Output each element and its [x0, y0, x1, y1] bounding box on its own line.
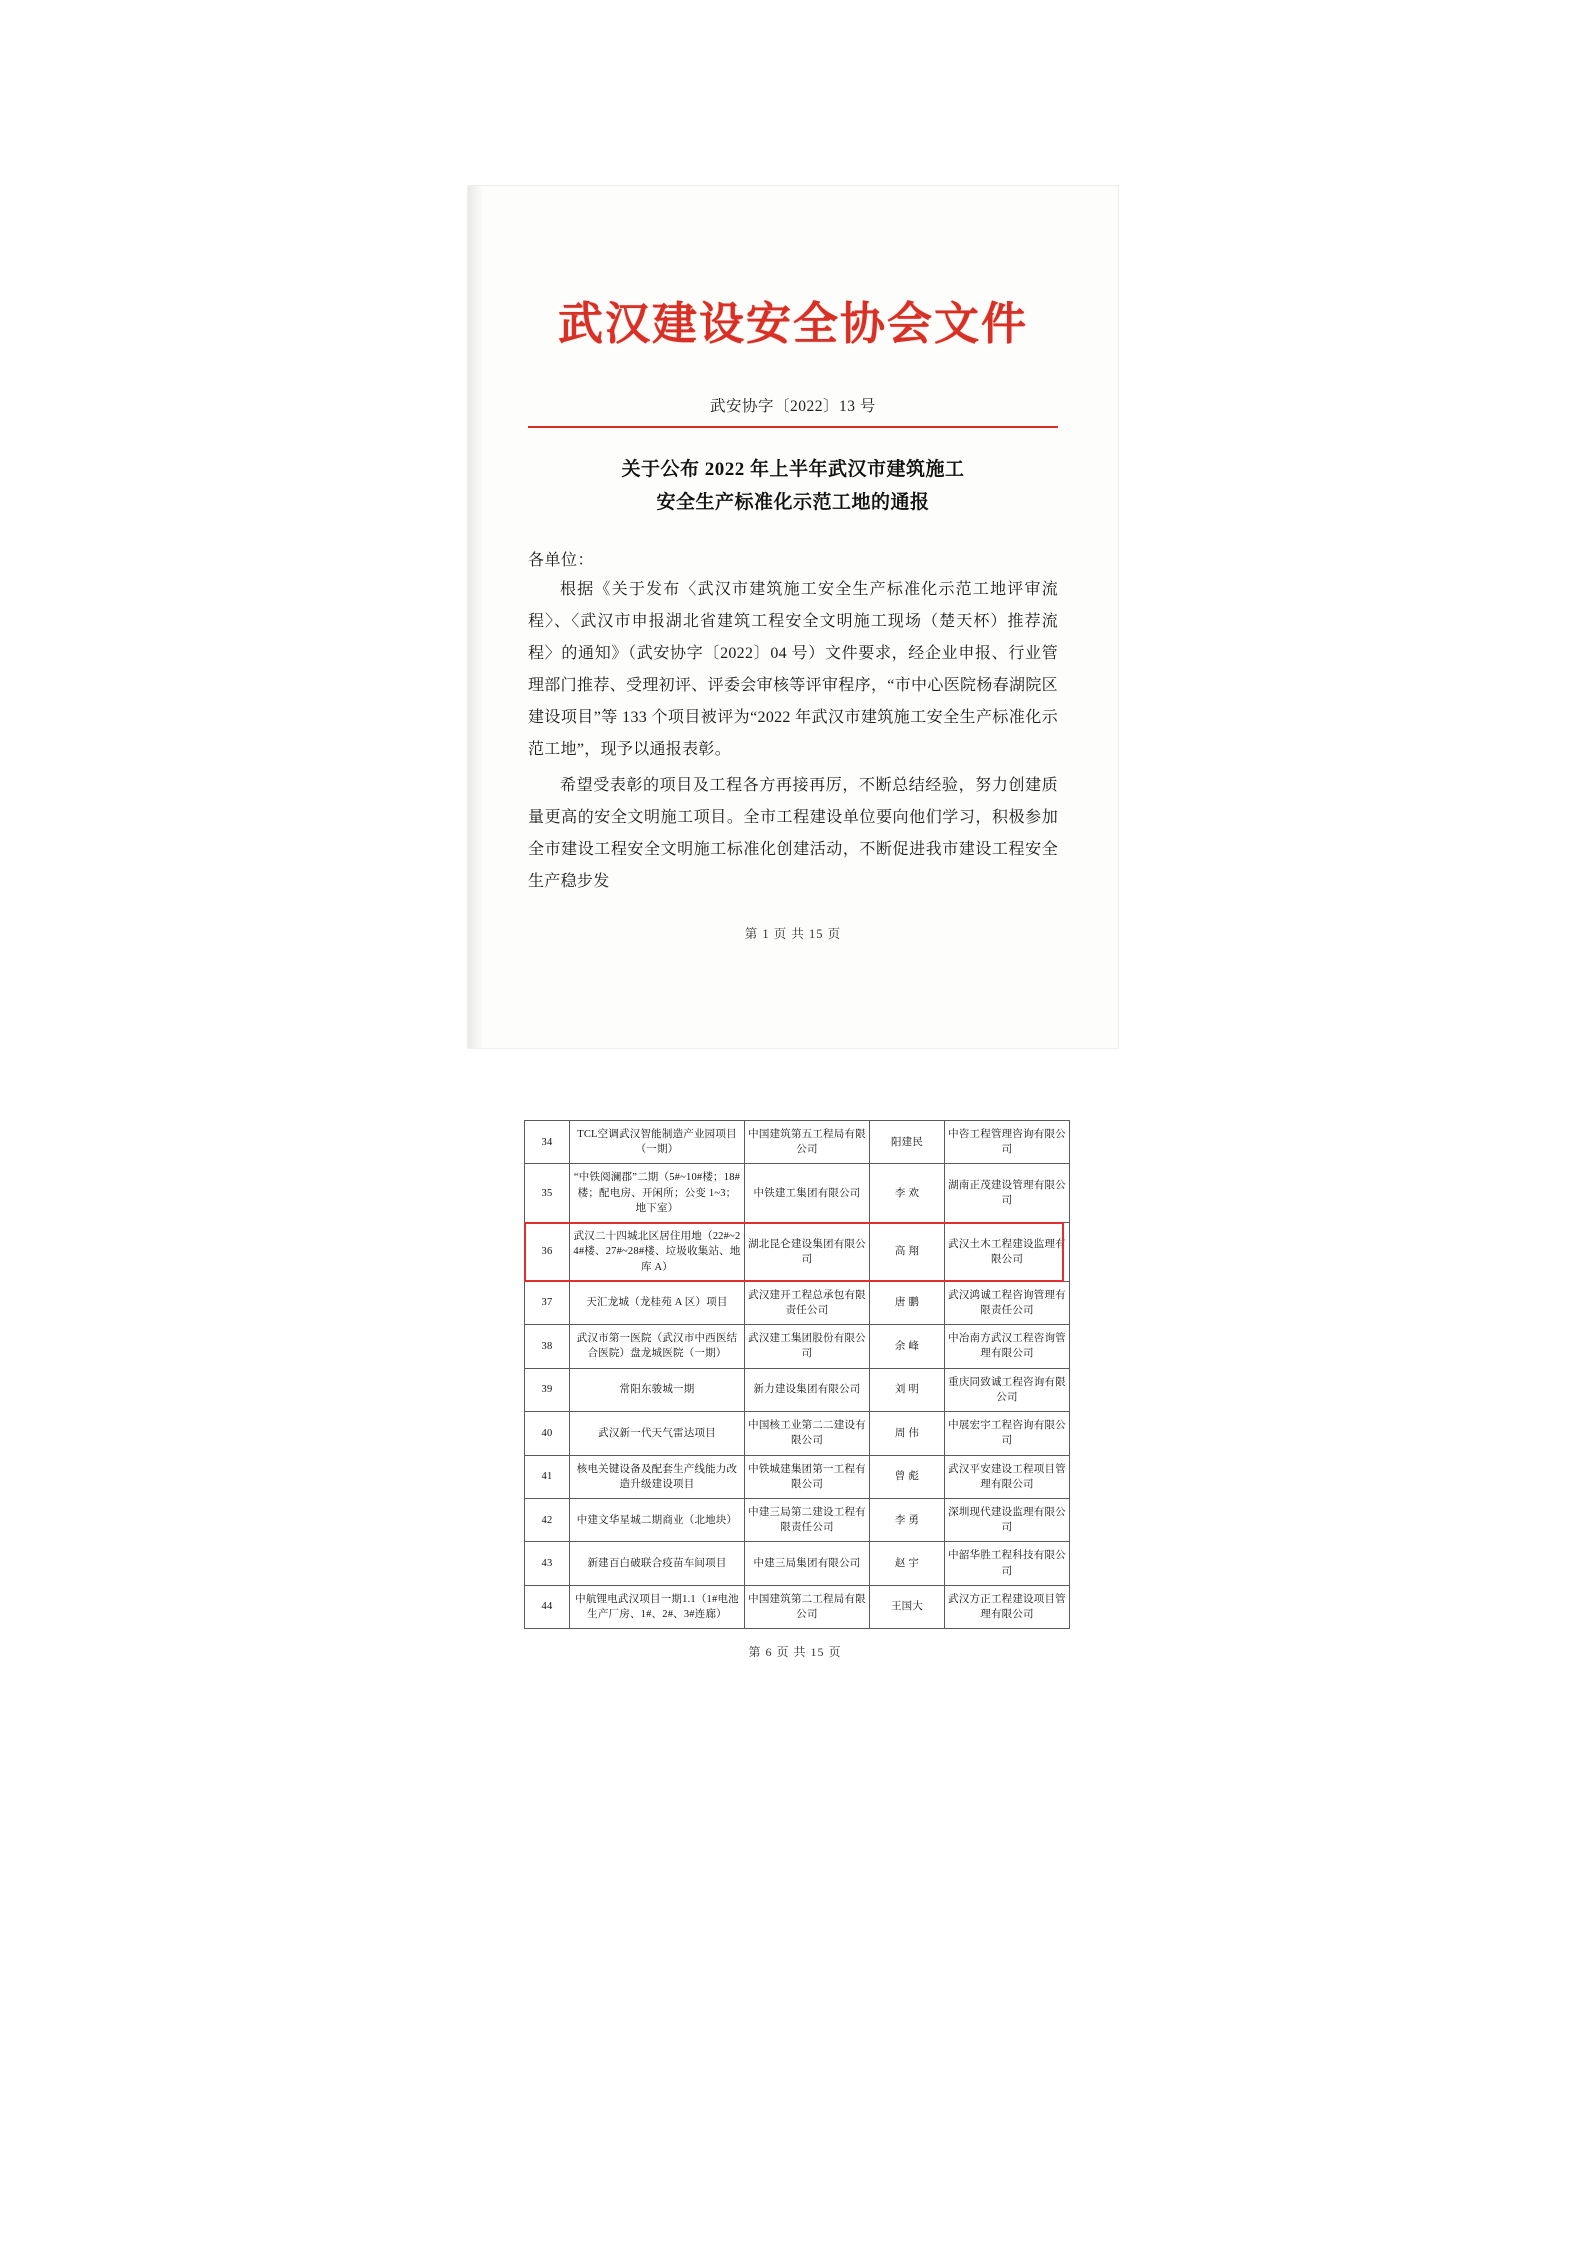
cell-project-name: TCL空调武汉智能制造产业园项目（一期） [570, 1121, 745, 1164]
cell-construction-unit: 湖北昆仑建设集团有限公司 [745, 1223, 870, 1282]
subject-line-2: 安全生产标准化示范工地的通报 [656, 491, 930, 513]
cell-project-manager: 王国大 [870, 1585, 945, 1628]
cell-index: 42 [525, 1498, 570, 1541]
cell-project-name: 武汉新一代天气雷达项目 [570, 1412, 745, 1455]
document-page-1-scan [468, 186, 1118, 1048]
cell-project-name: 武汉二十四城北区居住用地（22#~24#楼、27#~28#楼、垃圾收集站、地库 A） [570, 1223, 745, 1282]
cell-construction-unit: 新力建设集团有限公司 [745, 1368, 870, 1411]
cell-index: 39 [525, 1368, 570, 1411]
table-row [525, 1542, 1070, 1585]
table-row [525, 1281, 1070, 1324]
cell-project-name: 天汇龙城（龙桂苑 A 区）项目 [570, 1281, 745, 1324]
cell-index: 37 [525, 1281, 570, 1324]
cell-supervision-unit: 武汉土木工程建设监理有限公司 [945, 1223, 1070, 1282]
cell-project-manager: 曾 彪 [870, 1455, 945, 1498]
cell-index: 38 [525, 1325, 570, 1368]
cell-project-name: 新建百白破联合疫苗车间项目 [570, 1542, 745, 1585]
cell-supervision-unit: 中冶南方武汉工程咨询管理有限公司 [945, 1325, 1070, 1368]
cell-construction-unit: 中建三局第二建设工程有限责任公司 [745, 1498, 870, 1541]
cell-project-manager: 周 伟 [870, 1412, 945, 1455]
document-subject [528, 454, 1058, 519]
cell-project-manager: 刘 明 [870, 1368, 945, 1411]
cell-index: 40 [525, 1412, 570, 1455]
cell-index: 44 [525, 1585, 570, 1628]
cell-project-manager: 高 翔 [870, 1223, 945, 1282]
cell-construction-unit: 中国建筑第五工程局有限公司 [745, 1121, 870, 1164]
table-row [525, 1164, 1070, 1223]
cell-project-name: 常阳东骏城一期 [570, 1368, 745, 1411]
cell-supervision-unit: 中韶华胜工程科技有限公司 [945, 1542, 1070, 1585]
cell-supervision-unit: 中展宏宇工程咨询有限公司 [945, 1412, 1070, 1455]
table-body [525, 1121, 1070, 1629]
table-row [525, 1368, 1070, 1411]
cell-supervision-unit: 深圳现代建设监理有限公司 [945, 1498, 1070, 1541]
table-row [525, 1121, 1070, 1164]
page-1-footer: 第 1 页 共 15 页 [744, 926, 842, 941]
cell-project-name: 中航锂电武汉项目一期1.1（1#电池生产厂房、1#、2#、3#连廊） [570, 1585, 745, 1628]
cell-supervision-unit: 湖南正茂建设管理有限公司 [945, 1164, 1070, 1223]
cell-project-manager: 唐 鹏 [870, 1281, 945, 1324]
project-list-table [524, 1120, 1070, 1629]
salutation: 各单位： [528, 551, 595, 569]
paragraph-2: 希望受表彰的项目及工程各方再接再厉，不断总结经验，努力创建质量更高的安全文明施工项目。全市工程建设单位要向他们学习，积极参加全市建设工程安全文明施工标准化创建活动，不断促进我市建设工程安全生产稳步发 [528, 776, 1058, 890]
cell-construction-unit: 中国核工业第二二建设有限公司 [745, 1412, 870, 1455]
cell-construction-unit: 中建三局集团有限公司 [745, 1542, 870, 1585]
table-row [525, 1498, 1070, 1541]
paragraph-1: 根据《关于发布〈武汉市建筑施工安全生产标准化示范工地评审流程〉、〈武汉市申报湖北省建筑工程安全文明施工现场（楚天杯）推荐流程〉的通知》（武安协字〔2022〕04 号）文件要求，经企业申报、行业管理部门推荐、受理初评、评委会审核等评审程序，“市中心医院杨春湖院区建设项目”等 133 个项目被评为“2022 年武汉市建筑施工安全生产标准化示范工地”，现予以通报表彰。 [528, 580, 1058, 758]
cell-index: 41 [525, 1455, 570, 1498]
cell-supervision-unit: 武汉平安建设工程项目管理有限公司 [945, 1455, 1070, 1498]
cell-project-manager: 李 勇 [870, 1498, 945, 1541]
page-title: 武汉建设安全协会文件 [557, 299, 1028, 349]
cell-construction-unit: 武汉建开工程总承包有限责任公司 [745, 1281, 870, 1324]
cell-project-name: 武汉市第一医院（武汉市中西医结合医院）盘龙城医院（一期） [570, 1325, 745, 1368]
document-page-6-scan [500, 1100, 1090, 1820]
cell-project-name: “中铁阅澜郡”二期（5#~10#楼；18#楼；配电房、开闲所；公变 1~3；地下室） [570, 1164, 745, 1223]
table-row [525, 1223, 1070, 1282]
cell-supervision-unit: 重庆同致诚工程咨询有限公司 [945, 1368, 1070, 1411]
document-body [528, 224, 1058, 942]
cell-index: 34 [525, 1121, 570, 1164]
cell-construction-unit: 中国建筑第二工程局有限公司 [745, 1585, 870, 1628]
cell-project-manager: 李 欢 [870, 1164, 945, 1223]
cell-construction-unit: 中铁建工集团有限公司 [745, 1164, 870, 1223]
subject-line-1: 关于公布 2022 年上半年武汉市建筑施工 [621, 459, 965, 481]
table-row [525, 1412, 1070, 1455]
table-row [525, 1585, 1070, 1628]
table-row [525, 1455, 1070, 1498]
cell-supervision-unit: 武汉方正工程建设项目管理有限公司 [945, 1585, 1070, 1628]
cell-construction-unit: 中铁城建集团第一工程有限公司 [745, 1455, 870, 1498]
red-divider [528, 426, 1058, 428]
cell-supervision-unit: 武汉鸿诚工程咨询管理有限责任公司 [945, 1281, 1070, 1324]
cell-project-manager: 赵 宇 [870, 1542, 945, 1585]
cell-project-manager: 余 峰 [870, 1325, 945, 1368]
cell-project-name: 核电关键设备及配套生产线能力改造升级建设项目 [570, 1455, 745, 1498]
cell-project-name: 中建文华星城二期商业（北地块） [570, 1498, 745, 1541]
cell-construction-unit: 武汉建工集团股份有限公司 [745, 1325, 870, 1368]
cell-index: 36 [525, 1223, 570, 1282]
table-row [525, 1325, 1070, 1368]
cell-index: 35 [525, 1164, 570, 1223]
page-6-footer: 第 6 页 共 15 页 [748, 1645, 842, 1660]
cell-supervision-unit: 中咨工程管理咨询有限公司 [945, 1121, 1070, 1164]
cell-project-manager: 阳建民 [870, 1121, 945, 1164]
cell-index: 43 [525, 1542, 570, 1585]
document-number: 武安协字〔2022〕13 号 [710, 398, 876, 416]
